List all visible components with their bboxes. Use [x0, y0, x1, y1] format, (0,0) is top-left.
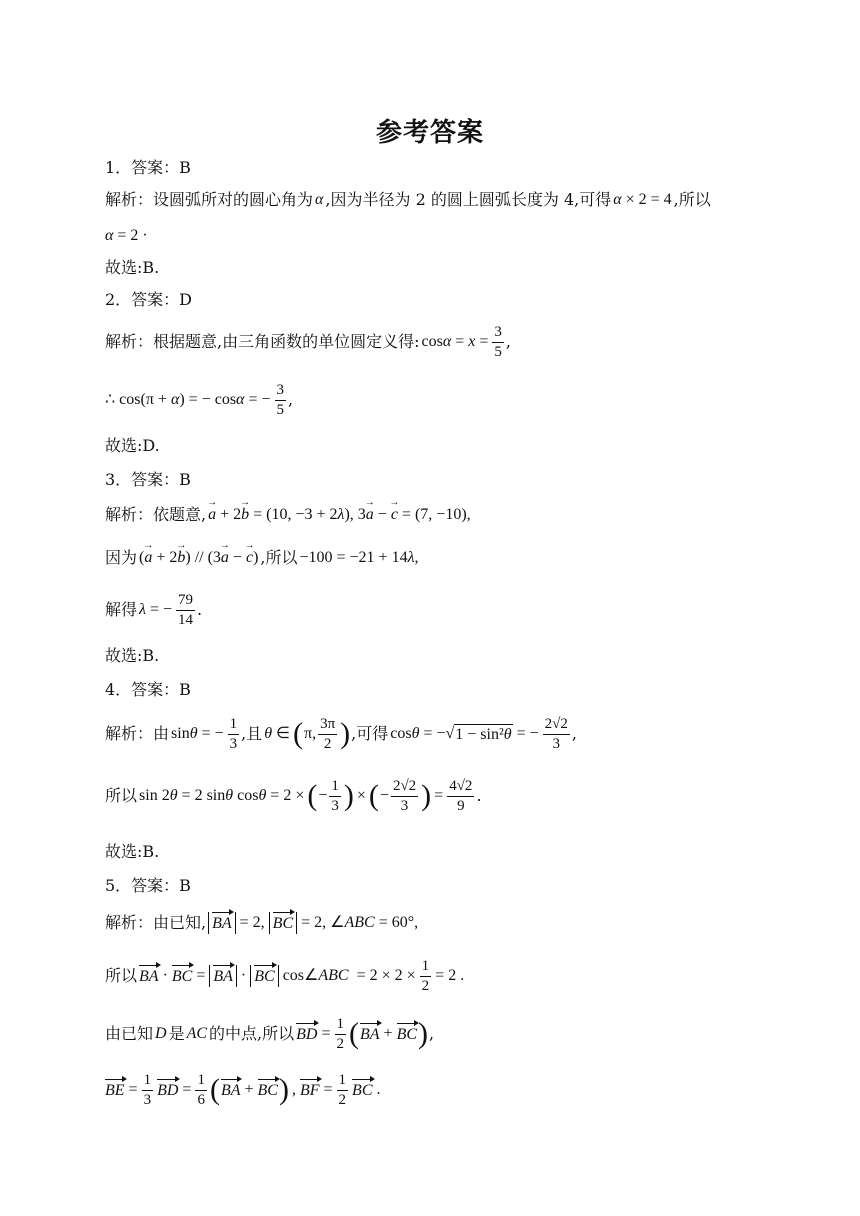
q1-choose: 故选:B. — [105, 258, 160, 277]
q4-analysis: 解析：由 sin θ = − $\frac{1}{3}$ ,且 θ ∈ ( π, $\frac{3\pi}{2}$ ) ,可得 cos θ = − √ 1 − sin²θ = − $\frac{2√2}{3}$ , — [105, 715, 577, 752]
q2-answer: 2．答案：D — [105, 290, 193, 309]
q3-solve: 解得 λ = − $\frac{79}{14}$ . — [105, 591, 203, 628]
q3-analysis: 解析：依题意, → a + 2 → b = (10, −3 + 2 λ ), 3 → a − → c = (7, −10), — [105, 505, 473, 525]
q5-dot-product: 所以 BA · BC = BA · BC cos∠ ABC = 2 × 2 × $\frac{1}{2}$ = 2 . — [105, 957, 465, 994]
q2-analysis: 解析：根据题意,由三角函数的单位圆定义得: cos α = x = $\frac{3}{5}$ , — [105, 323, 511, 360]
q3-parallel: 因为 ( → a + 2 → b ) // (3 → a − → c ) ,所以 −100 = −21 + 14 λ , — [105, 548, 421, 568]
q5-answer: 5．答案：B — [105, 876, 191, 895]
q1-result: α = 2 · — [105, 227, 148, 244]
page-title: 参考答案 — [375, 118, 484, 148]
q4-answer: 4．答案：B — [105, 680, 191, 699]
q5-be-bf: BE = $\frac{1}{3}$ BD = $\frac{1}{6}$ ( BA + BC ) , BF = $\frac{1}{2}$ BC . — [105, 1071, 381, 1108]
q3-choose: 故选:B. — [105, 646, 160, 665]
q2-derivation: ∴ cos(π + α ) = − cos α = − $\frac{3}{5}$ , — [105, 381, 294, 418]
q4-choose: 故选:B. — [105, 842, 160, 861]
q1-analysis: 解析：设圆弧所对的圆心角为 α ,因为半径为 2 的圆上圆弧长度为 4,可得 α × 2 = 4 ,所以 — [105, 190, 711, 209]
q4-derivation: 所以 sin 2 θ = 2 sin θ cos θ = 2 × ( − $\frac{1}{3}$ ) × ( − $\frac{2√2}{3}$ ) = $\frac{4√2}{9}$ . — [105, 777, 482, 814]
q3-answer: 3．答案：B — [105, 470, 191, 489]
q5-analysis: 解析：由已知, BA = 2, BC = 2, ∠ ABC = 60°, — [105, 913, 419, 932]
q1-answer: 1．答案：B — [105, 158, 191, 177]
q5-midpoint: 由已知 D 是 AC 的中点,所以 BD = $\frac{1}{2}$ ( BA + BC ) , — [105, 1015, 435, 1052]
q2-choose: 故选:D. — [105, 436, 160, 455]
